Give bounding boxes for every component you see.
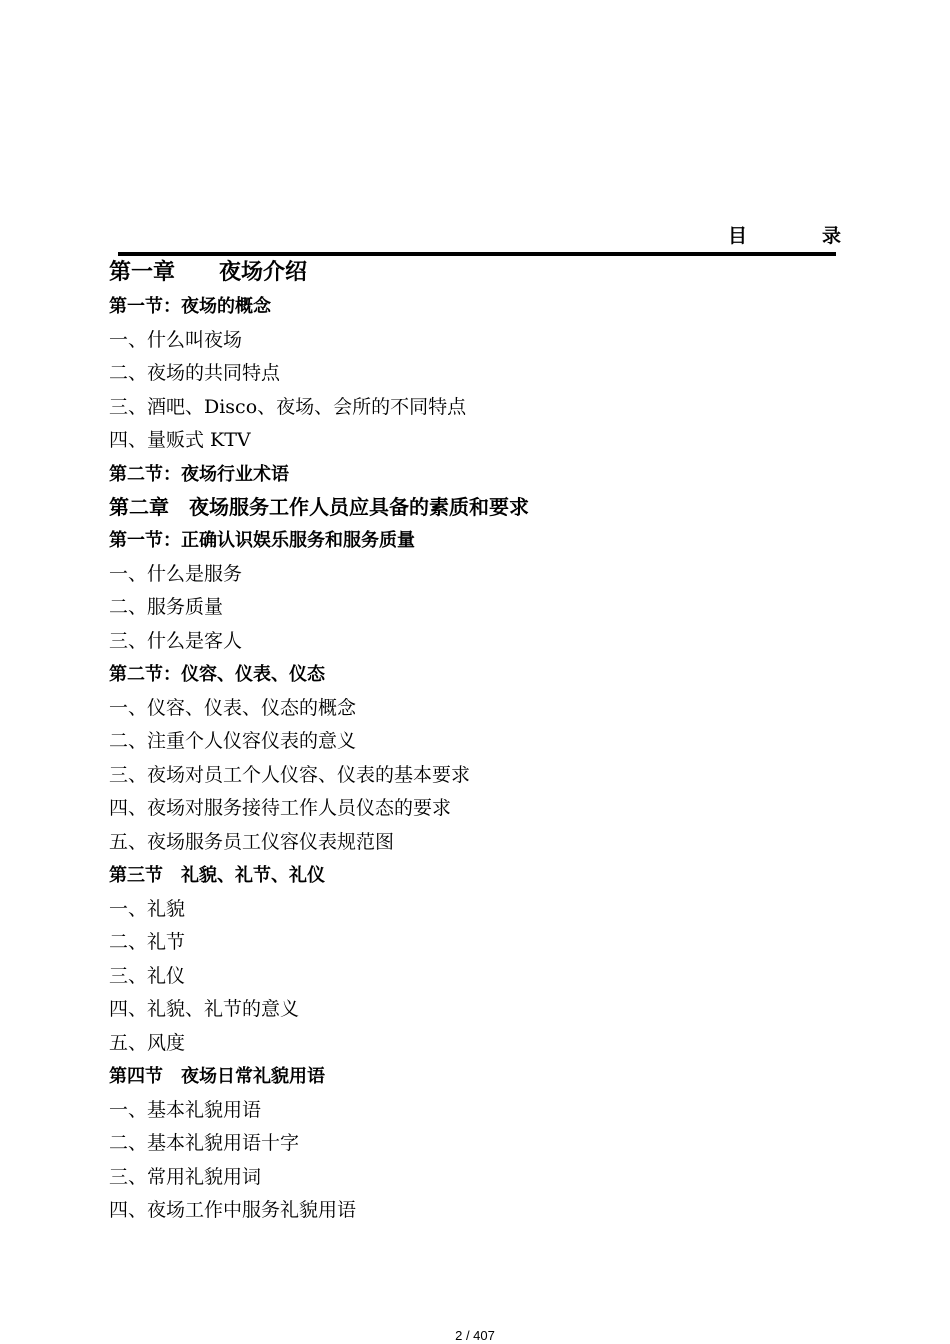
toc-chapter-2: 第二章 夜场服务工作人员应具备的素质和要求 — [109, 495, 529, 519]
toc-item: 一、仪容、仪表、仪态的概念 — [109, 696, 357, 719]
toc-item: 四、夜场工作中服务礼貌用语 — [109, 1199, 357, 1221]
toc-item: 三、夜场对员工个人仪容、仪表的基本要求 — [109, 763, 471, 786]
toc-item: 二、礼节 — [109, 931, 186, 953]
toc-item: 五、风度 — [109, 1031, 186, 1054]
toc-item: 一、什么是服务 — [109, 562, 243, 585]
table-of-contents — [109, 256, 869, 1228]
toc-item: 二、服务质量 — [109, 596, 224, 618]
toc-item: 三、礼仪 — [109, 964, 186, 987]
toc-item: 一、什么叫夜场 — [109, 328, 243, 351]
toc-item: 四、夜场对服务接待工作人员仪态的要求 — [109, 797, 452, 819]
toc-item: 三、常用礼貌用词 — [109, 1165, 262, 1188]
toc-item: 一、礼貌 — [109, 897, 186, 920]
toc-item: 一、基本礼貌用语 — [109, 1098, 262, 1121]
toc-item: 三、什么是客人 — [109, 629, 243, 652]
toc-section: 第二节：夜场行业术语 — [109, 463, 289, 485]
toc-chapter-1: 第一章 夜场介绍 — [109, 260, 308, 285]
toc-item: 五、夜场服务员工仪容仪表规范图 — [109, 830, 395, 853]
toc-item: 四、礼貌、礼节的意义 — [109, 998, 300, 1020]
page-indicator: 2 / 407 — [455, 1328, 495, 1343]
toc-section: 第一节：正确认识娱乐服务和服务质量 — [109, 530, 415, 551]
toc-item: 三、酒吧、Disco、夜场、会所的不同特点 — [109, 395, 467, 418]
toc-section: 第三节 礼貌、礼节、礼仪 — [109, 865, 325, 886]
toc-item: 二、夜场的共同特点 — [109, 362, 281, 384]
toc-item: 二、基本礼貌用语十字 — [109, 1132, 300, 1154]
toc-section: 第四节 夜场日常礼貌用语 — [109, 1066, 325, 1087]
toc-section: 第二节：仪容、仪表、仪态 — [109, 664, 325, 685]
toc-section: 第一节：夜场的概念 — [109, 296, 271, 317]
toc-title: 目 录 — [727, 225, 869, 247]
toc-item: 二、注重个人仪容仪表的意义 — [109, 730, 357, 752]
toc-item: 四、量贩式 KTV — [109, 429, 251, 451]
